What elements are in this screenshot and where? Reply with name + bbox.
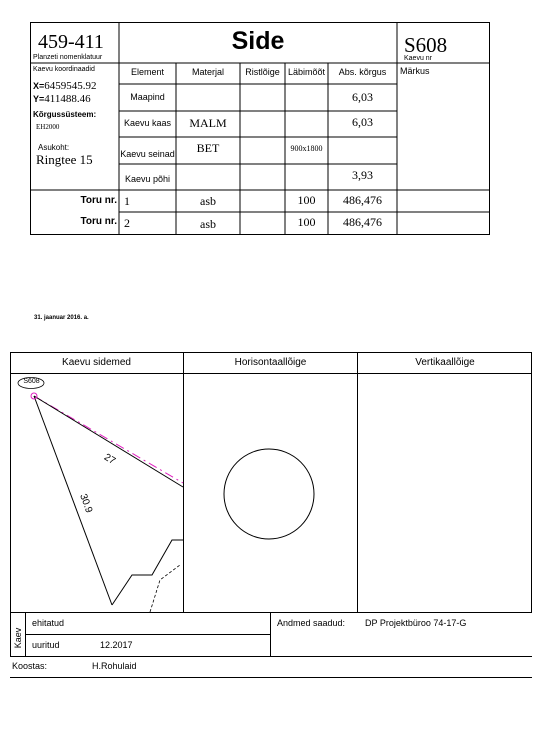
author-label: Koostas:: [12, 661, 48, 671]
x-label: X=: [33, 81, 45, 91]
coords-label: Kaevu koordinaadid: [33, 66, 95, 73]
pipe-number: 1: [124, 194, 130, 208]
y-value: 411488.46: [44, 93, 91, 105]
pipe-height: 486,476: [343, 215, 382, 229]
pipe-number: 2: [124, 216, 130, 230]
row-element: Maapind: [130, 92, 165, 102]
pipe-material: asb: [200, 217, 216, 231]
col-element: Element: [130, 67, 165, 77]
well-tag: S608: [23, 378, 40, 385]
nomenclature-number: 459-411: [38, 31, 104, 53]
page-title: Side: [231, 27, 285, 55]
location-label: Asukoht:: [38, 143, 70, 152]
pipe-label: Toru nr.: [80, 195, 117, 206]
row-element: Kaevu kaas: [123, 118, 172, 128]
row-element: Kaevu põhi: [124, 174, 171, 184]
pipe-label: Toru nr.: [80, 216, 117, 227]
row-height: 6,03: [352, 115, 373, 129]
row-element: Kaevu seinad: [120, 149, 175, 159]
building-outline-2: [150, 565, 180, 612]
row-diameter: 900x1800: [290, 144, 323, 153]
source-value: DP Projektbüroo 74-17-G: [365, 618, 467, 628]
survey-line-2: [34, 396, 112, 605]
horizontal-section-circle: [224, 449, 314, 539]
height-system-value: EH2000: [36, 123, 60, 131]
col2-title: Horisontaallõige: [234, 357, 307, 368]
row-height: 3,93: [352, 168, 373, 182]
x-value: 6459545.92: [44, 80, 97, 92]
survey-line-1: [34, 396, 183, 487]
author-value: H.Rohulaid: [92, 661, 137, 671]
col-cross-section: Ristlõige: [245, 67, 280, 77]
col-diameter: Läbimõõt: [287, 67, 326, 77]
col-material: Materjal: [191, 67, 224, 77]
pipe-material: asb: [200, 194, 216, 208]
building-outline: [112, 540, 183, 605]
col-height: Abs. kõrgus: [338, 67, 387, 77]
row-material: MALM: [189, 116, 227, 130]
bearing-line-magenta: [34, 396, 183, 483]
pipe-height: 486,476: [343, 193, 382, 207]
nomenclature-label: Planzeti nomenklatuur: [33, 54, 103, 61]
dimension-label: 30.9: [77, 492, 95, 515]
col-note: Märkus: [400, 66, 430, 76]
height-system-label: Kõrgussüsteem:: [33, 110, 97, 119]
y-label: Y=: [33, 94, 45, 104]
dimension-label: 27: [101, 451, 118, 468]
footer-side-label: Kaev: [13, 627, 23, 649]
document-date: 31. jaanuar 2016. a.: [34, 315, 89, 321]
col1-title: Kaevu sidemed: [62, 357, 131, 368]
source-label: Andmed saadud:: [277, 618, 346, 628]
row-height: 6,03: [352, 90, 373, 104]
pipe-diameter: 100: [297, 193, 316, 207]
well-number-label: Kaevu nr: [404, 55, 433, 62]
surveyed-label: uuritud: [32, 640, 60, 650]
well-number: S608: [404, 33, 448, 57]
surveyed-value: 12.2017: [100, 640, 133, 650]
row-material: BET: [196, 141, 220, 155]
location-value: Ringtee 15: [36, 152, 93, 167]
built-label: ehitatud: [32, 618, 65, 628]
pipe-diameter: 100: [297, 215, 316, 229]
col3-title: Vertikaallõige: [415, 357, 475, 368]
